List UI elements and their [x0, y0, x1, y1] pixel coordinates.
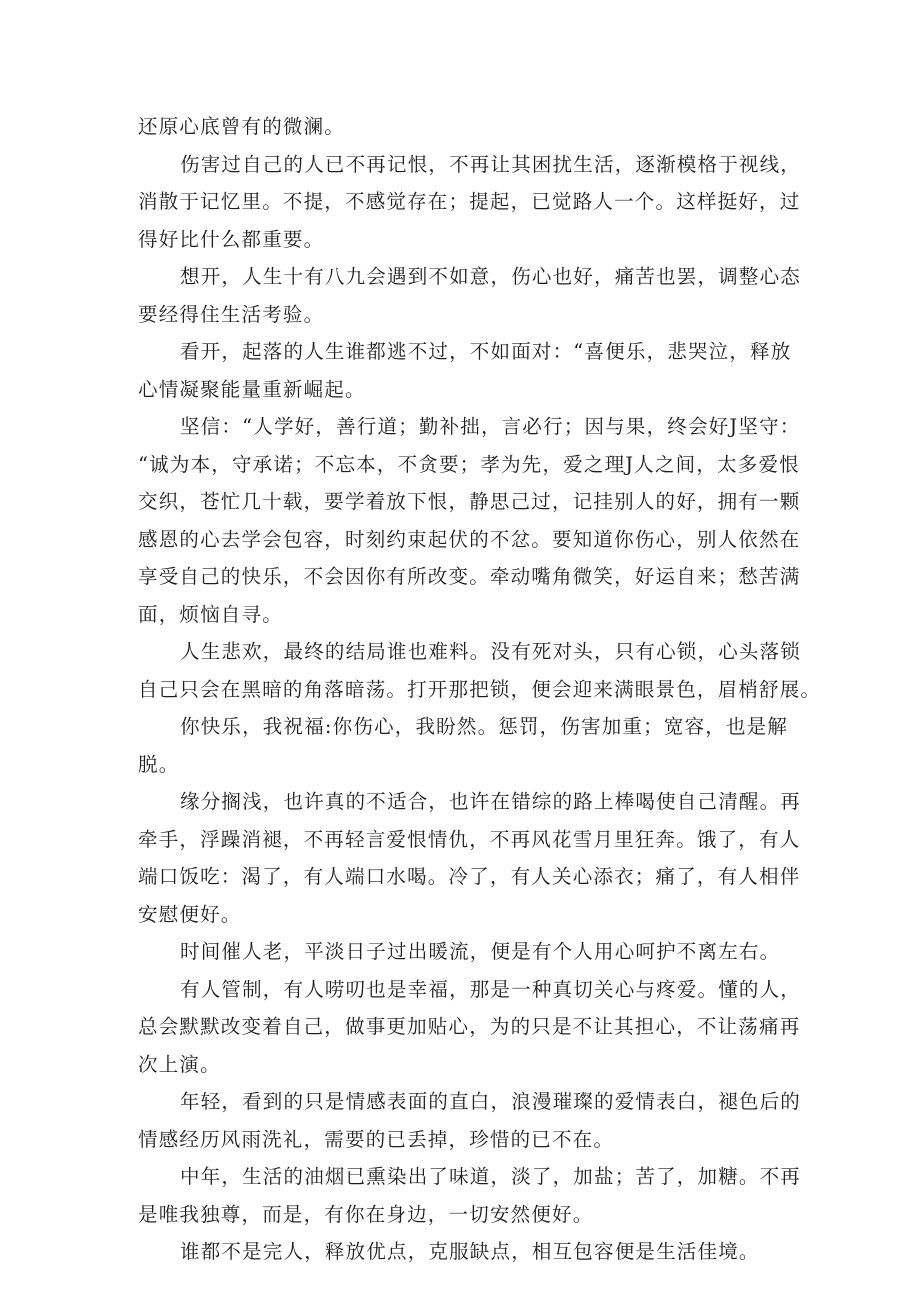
text-line-6: 要经得住生活考验。: [138, 302, 325, 326]
text-line-20: 牵手，浮躁消褪，不再轻言爱恨情仇，不再风花雪月里狂奔。饿了，有人: [138, 827, 801, 851]
text-line-24: 有人管制，有人唠叨也是幸福，那是一种真切关心与疼爱。懂的人，: [180, 977, 802, 1001]
text-line-8: 心情凝聚能量重新崛起。: [138, 377, 366, 401]
text-line-23: 时间催人老，平淡日子过出暖流，便是有个人用心呵护不离左右。: [180, 940, 781, 963]
text-line-12: 感恩的心去学会包容，时刻约束起伏的不忿。要知道你伤心，别人依然在: [138, 527, 801, 551]
text-line-9: 坚信：“人学好，善行道；勤补拙，言必行；因与果，终会好J坚守：: [180, 415, 801, 438]
text-line-27: 年轻，看到的只是情感表面的直白，浪漫璀璨的爱情表白，褪色后的: [180, 1090, 802, 1113]
text-line-30: 是唯我独尊，而是，有你在身边，一切安然便好。: [138, 1202, 594, 1226]
text-line-11: 交织，苍忙几十载，要学着放下恨，静思己过，记挂别人的好，拥有一颗: [138, 490, 801, 513]
text-line-21: 端口饭吃：渴了，有人端口水喝。冷了，有人关心添衣；痛了，有人相伴: [138, 865, 801, 888]
text-line-1: 还原心底曾有的微澜。: [138, 115, 346, 138]
text-line-2: 伤害过自己的人已不再记恨，不再让其困扰生活，逐渐模格于视线，: [180, 152, 802, 176]
article-body: [138, 108, 822, 1271]
text-line-10: “诚为本，守承诺；不忘本，不贪要；孝为先，爱之理J人之间，太多爱恨: [138, 452, 800, 476]
text-line-4: 得好比什么都重要。: [138, 227, 325, 251]
text-line-14: 面，烦恼自寻。: [138, 602, 283, 626]
text-line-28: 情感经历风雨洗礼，需要的已丢掉，珍惜的已不在。: [138, 1127, 615, 1151]
text-line-5: 想开，人生十有八九会遇到不如意，伤心也好，痛苦也罢，调整心态: [180, 265, 802, 288]
text-line-19: 缘分搁浅，也许真的不适合，也许在错综的路上棒喝使自己清醒。再: [180, 790, 802, 813]
text-line-31: 谁都不是完人，释放优点，克服缺点，相互包容便是生活佳境。: [180, 1240, 760, 1263]
text-line-17: 你快乐，我祝福:你伤心，我盼然。惩罚，伤害加重；宽容，也是解: [180, 715, 789, 738]
text-line-15: 人生悲欢，最终的结局谁也难料。没有死对头，只有心锁，心头落锁: [180, 640, 802, 663]
text-line-22: 安慰便好。: [138, 902, 242, 926]
text-line-18: 脱。: [138, 752, 180, 776]
text-line-25: 总会默默改变着自己，做事更加贴心，为的只是不让其担心，不让荡痛再: [138, 1015, 801, 1038]
text-line-13: 享受自己的快乐，不会因你有所改变。牵动嘴角微笑，好运自来；愁苦满: [138, 565, 801, 588]
text-line-26: 次上演。: [138, 1052, 221, 1076]
text-line-16: 自己只会在黑暗的角落暗荡。打开那把锁，便会迎来满眼景色，眉梢舒展。: [138, 677, 822, 701]
text-line-29: 中年，生活的油烟已熏染出了味道，淡了，加盐；苦了，加糖。不再: [180, 1165, 802, 1188]
text-line-7: 看开，起落的人生谁都逃不过，不如面对：“喜便乐，悲哭泣，释放: [180, 340, 792, 363]
text-line-3: 消散于记忆里。不提，不感觉存在；提起，已觉路人一个。这样挺好，过: [138, 190, 801, 213]
